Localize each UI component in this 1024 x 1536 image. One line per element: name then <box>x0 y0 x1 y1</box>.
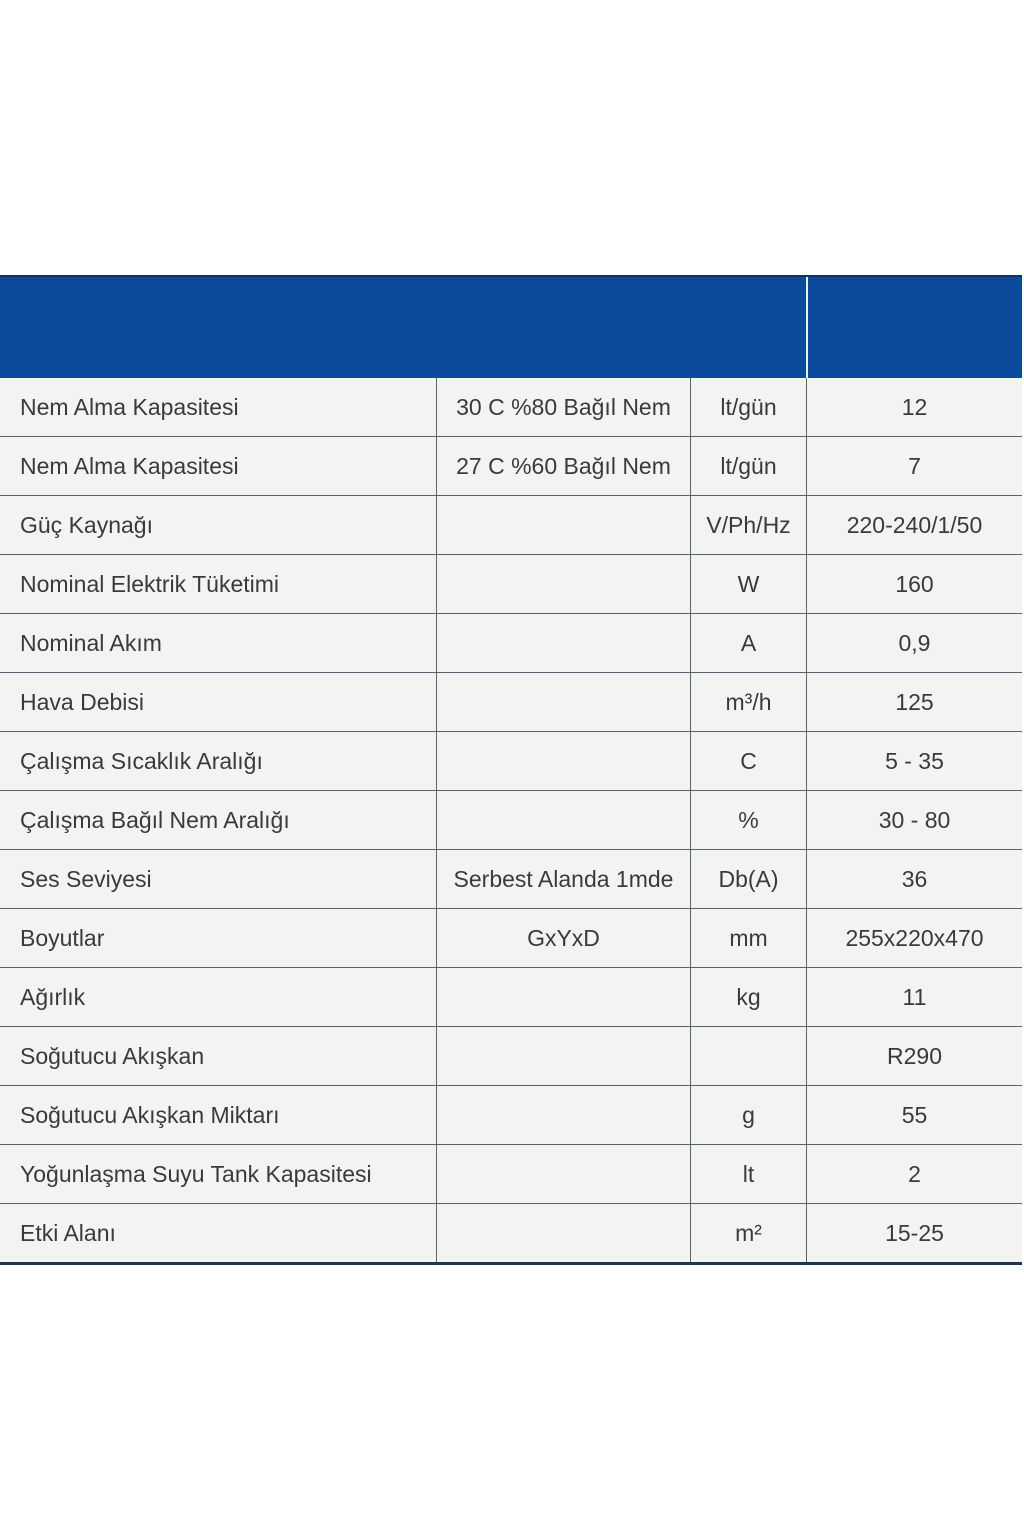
spec-unit-cell: kg <box>691 968 807 1026</box>
spec-unit-cell: lt <box>691 1145 807 1203</box>
spec-name-cell: Nem Alma Kapasitesi <box>0 437 437 495</box>
spec-condition-cell <box>437 496 691 554</box>
spec-name-cell: Soğutucu Akışkan Miktarı <box>0 1086 437 1144</box>
spec-condition-cell: Serbest Alanda 1mde <box>437 850 691 908</box>
header-right-panel <box>808 277 1022 378</box>
spec-condition-cell <box>437 1027 691 1085</box>
spec-unit-cell: C <box>691 732 807 790</box>
spec-name-cell: Etki Alanı <box>0 1204 437 1262</box>
table-row <box>0 1204 1022 1262</box>
spec-value-cell: 30 - 80 <box>878 806 951 833</box>
spec-unit-cell: V/Ph/Hz <box>691 496 807 554</box>
spec-unit-cell: lt/gün <box>691 437 807 495</box>
spec-value-cell: 5 - 35 <box>885 747 944 774</box>
spec-name-cell: Boyutlar <box>0 909 437 967</box>
spec-name-cell: Ses Seviyesi <box>0 850 437 908</box>
spec-condition-cell <box>437 614 691 672</box>
spec-name-cell: Hava Debisi <box>0 673 437 731</box>
spec-condition-cell <box>437 1204 691 1262</box>
spec-condition-cell <box>437 673 691 731</box>
spec-unit-cell: W <box>691 555 807 613</box>
spec-unit-cell: A <box>691 614 807 672</box>
spec-name-cell: Nominal Elektrik Tüketimi <box>0 555 437 613</box>
spec-name-cell: Yoğunlaşma Suyu Tank Kapasitesi <box>0 1145 437 1203</box>
spec-value-cell: 12 <box>901 393 928 420</box>
header-left-panel <box>0 277 806 378</box>
spec-condition-cell <box>437 1145 691 1203</box>
table-row <box>0 378 1022 437</box>
table-body <box>0 378 1022 1265</box>
spec-name-cell: Nem Alma Kapasitesi <box>0 378 437 436</box>
spec-unit-cell <box>691 1027 807 1085</box>
spec-unit-cell: g <box>691 1086 807 1144</box>
table-row <box>0 437 1022 496</box>
table-row <box>0 968 1022 1027</box>
spec-value-cell: 11 <box>902 983 927 1010</box>
spec-name-cell: Çalışma Sıcaklık Aralığı <box>0 732 437 790</box>
spec-condition-cell: 27 C %60 Bağıl Nem <box>437 437 691 495</box>
spec-condition-cell: GxYxD <box>437 909 691 967</box>
table-row <box>0 1027 1022 1086</box>
spec-value-cell: 160 <box>895 570 934 597</box>
spec-condition-cell <box>437 555 691 613</box>
spec-condition-cell <box>437 791 691 849</box>
spec-name-cell: Nominal Akım <box>0 614 437 672</box>
table-row <box>0 673 1022 732</box>
spec-value-cell: 2 <box>908 1160 921 1187</box>
spec-value-cell: 15-25 <box>885 1219 944 1246</box>
spec-value-cell: 55 <box>901 1101 928 1128</box>
spec-condition-cell <box>437 732 691 790</box>
spec-name-cell: Çalışma Bağıl Nem Aralığı <box>0 791 437 849</box>
spec-name-cell: Ağırlık <box>0 968 437 1026</box>
spec-value-cell: 7 <box>908 452 921 479</box>
spec-condition-cell <box>437 968 691 1026</box>
spec-unit-cell: % <box>691 791 807 849</box>
spec-value-cell: 125 <box>895 688 934 715</box>
spec-name-cell: Güç Kaynağı <box>0 496 437 554</box>
spec-value-cell: 255x220x470 <box>845 924 984 951</box>
spec-unit-cell: m² <box>691 1204 807 1262</box>
spec-value-cell: 0,9 <box>898 629 931 656</box>
spec-value-cell: R290 <box>887 1042 942 1069</box>
table-row <box>0 850 1022 909</box>
spec-condition-cell <box>437 1086 691 1144</box>
spec-unit-cell: mm <box>691 909 807 967</box>
spec-unit-cell: lt/gün <box>691 378 807 436</box>
spec-unit-cell: Db(A) <box>691 850 807 908</box>
table-row <box>0 909 1022 968</box>
table-header-bar <box>0 275 1022 378</box>
table-row <box>0 496 1022 555</box>
table-row <box>0 732 1022 791</box>
spec-name-cell: Soğutucu Akışkan <box>0 1027 437 1085</box>
table-row <box>0 614 1022 673</box>
spec-condition-cell: 30 C %80 Bağıl Nem <box>437 378 691 436</box>
spec-value-cell: 36 <box>901 865 928 892</box>
spec-value-cell: 220-240/1/50 <box>846 511 983 538</box>
table-row <box>0 1086 1022 1145</box>
table-row <box>0 1145 1022 1204</box>
table-row <box>0 555 1022 614</box>
spec-unit-cell: m³/h <box>691 673 807 731</box>
table-row <box>0 791 1022 850</box>
spec-table <box>0 275 1022 1265</box>
